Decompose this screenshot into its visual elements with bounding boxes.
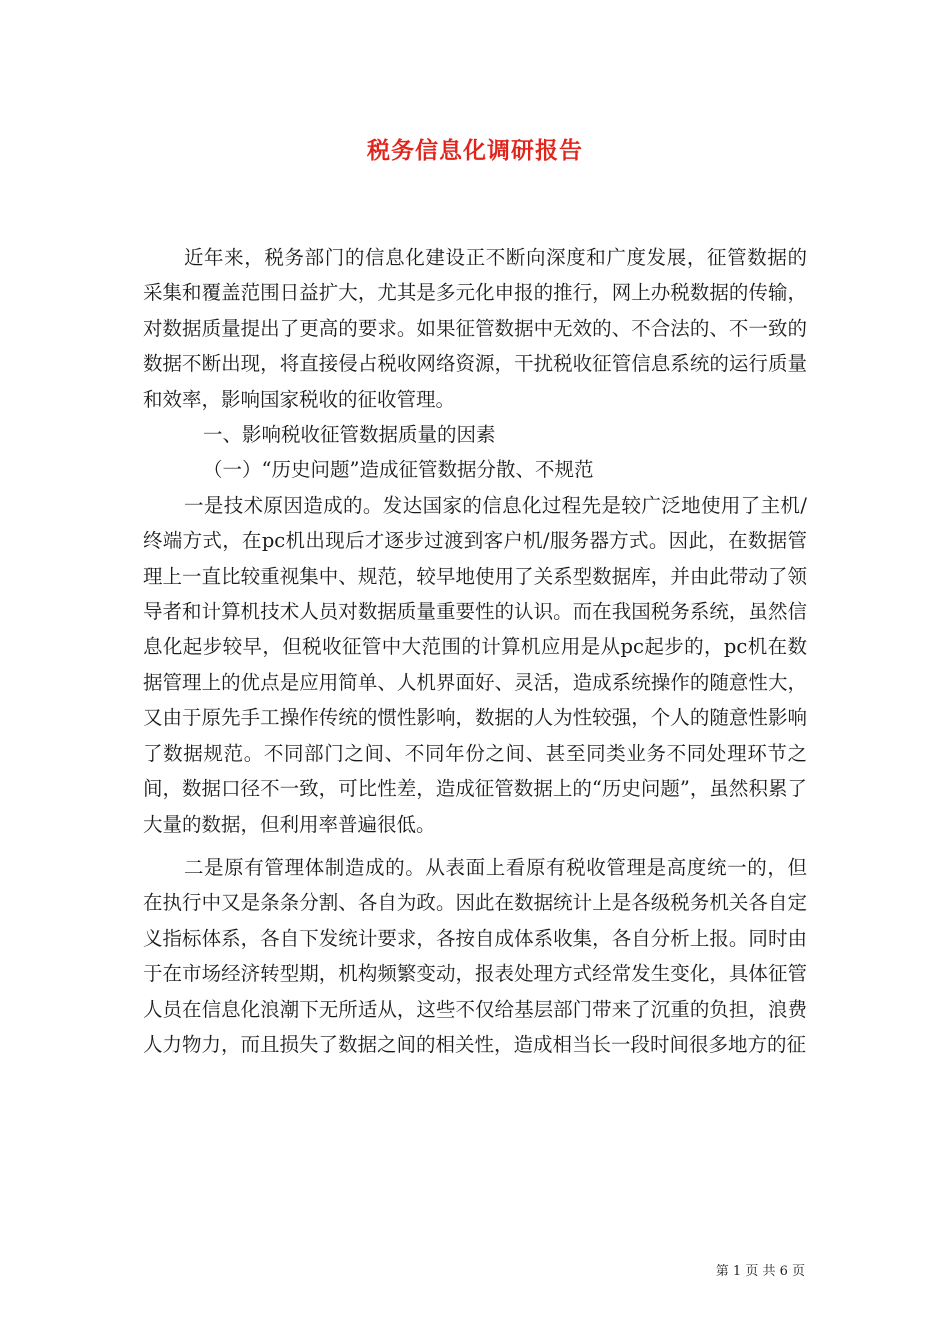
paragraph-technical-reasons: 一是技术原因造成的。发达国家的信息化过程先是较广泛地使用了主机/终端方式，在pc机出现后才逐步过渡到客户机/服务器方式。因此，在数据管理上一直比较重视集中、规范，较早地使用了关系型数据库，并由此带动了领导者和计算机技术人员对数据质量重要性的认识。而在我国税务系统，虽然信息化起步较早，但税收征管中大范围的计算机应用是从pc起步的，pc机在数据管理上的优点是应用简单、人机界面好、灵活，造成系统操作的随意性大，又由于原先手工操作传统的惯性影响，数据的人为性较强，个人的随意性影响了数据规范。不同部门之间、不同年份之间、甚至同类业务不同处理环节之间，数据口径不一致，可比性差，造成征管数据上的“历史问题”，虽然积累了大量的数据，但利用率普遍很低。 [143, 493, 807, 836]
paragraph-management-system: 二是原有管理体制造成的。从表面上看原有税收管理是高度统一的，但在执行中又是条条分割、各自为政。因此在数据统计上是各级税务机关各自定义指标体系，各自下发统计要求，各按自成体系收集，各自分析上报。同时由于在市场经济转型期，机构频繁变动，报表处理方式经常发生变化，具体征管人员在信息化浪潮下无所适从，这些不仅给基层部门带来了沉重的负担，浪费人力物力，而且损失了数据之间的相关性，造成相当长一段时间很多地方的征 [143, 855, 807, 1056]
document-title: 税务信息化调研报告 [367, 137, 583, 164]
page-number-footer: 第 1 页 共 6 页 [715, 1264, 805, 1279]
document-body [143, 240, 807, 1062]
section-heading-1: 一、影响税收征管数据质量的因素 [203, 423, 496, 447]
paragraph-intro: 近年来，税务部门的信息化建设正不断向深度和广度发展，征管数据的采集和覆盖范围日益扩大，尤其是多元化申报的推行，网上办税数据的传输，对数据质量提出了更高的要求。如果征管数据中无效的、不合法的、不一致的数据不断出现，将直接侵占税收网络资源，干扰税收征管信息系统的运行质量和效率，影响国家税收的征收管理。 [143, 246, 807, 411]
subsection-heading-1: （一）“历史问题”造成征管数据分散、不规范 [203, 458, 594, 482]
